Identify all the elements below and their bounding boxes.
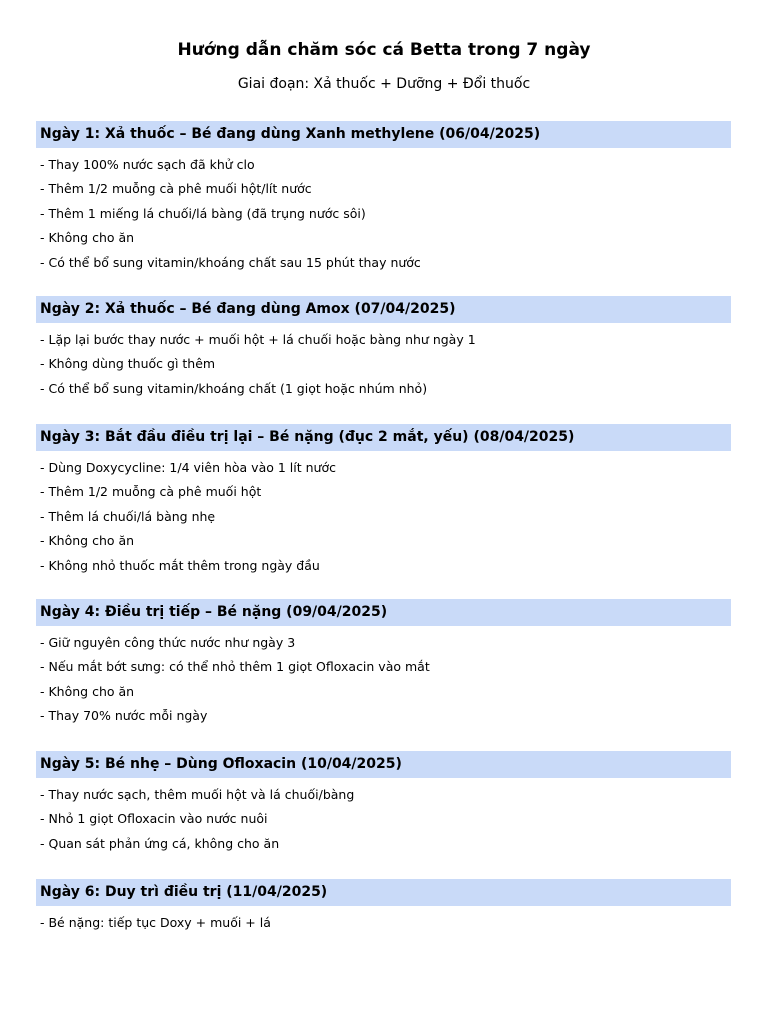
section-day-6 <box>36 879 731 935</box>
list-item: - Không nhỏ thuốc mắt thêm trong ngày đầu <box>40 557 320 573</box>
list-item: - Thêm 1/2 muỗng cà phê muối hột/lít nước <box>40 181 312 197</box>
list-item: - Bé nặng: tiếp tục Doxy + muối + lá <box>40 915 271 930</box>
item-list-day-4 <box>36 626 731 729</box>
list-item: - Thêm 1 miếng lá chuối/lá bàng (đã trụng nước sôi) <box>40 205 366 221</box>
list-item: - Không cho ăn <box>40 230 135 246</box>
item-list-day-5 <box>36 778 731 856</box>
list-item: - Nếu mắt bớt sưng: có thể nhỏ thêm 1 giọt Ofloxacin vào mắt <box>40 659 430 675</box>
document-title: Hướng dẫn chăm sóc cá Betta trong 7 ngày <box>177 40 591 60</box>
list-item: - Thay nước sạch, thêm muối hột và lá chuối/bàng <box>40 787 355 802</box>
list-item: - Quan sát phản ứng cá, không cho ăn <box>40 835 280 851</box>
list-item: - Không dùng thuốc gì thêm <box>40 356 216 372</box>
list-item: - Giữ nguyên công thức nước như ngày 3 <box>40 635 296 650</box>
section-day-5 <box>36 751 731 856</box>
section-header-day-1: Ngày 1: Xả thuốc – Bé đang dùng Xanh methylene (06/04/2025) <box>36 121 731 148</box>
section-day-4 <box>36 599 731 729</box>
section-day-3 <box>36 424 731 578</box>
list-item: - Thay 70% nước mỗi ngày <box>40 708 208 724</box>
item-list-day-6 <box>36 906 731 935</box>
document-subtitle: Giai đoạn: Xả thuốc + Dưỡng + Đổi thuốc <box>237 76 531 92</box>
section-day-1 <box>36 121 731 275</box>
item-list-day-1 <box>36 148 731 275</box>
item-list-day-2 <box>36 323 731 401</box>
list-item: - Thay 100% nước sạch đã khử clo <box>40 157 255 172</box>
item-list-day-3 <box>36 451 731 578</box>
section-header-day-3: Ngày 3: Bắt đầu điều trị lại – Bé nặng (đục 2 mắt, yếu) (08/04/2025) <box>36 424 731 451</box>
section-header-day-5: Ngày 5: Bé nhẹ – Dùng Ofloxacin (10/04/2025) <box>36 751 731 778</box>
list-item: - Không cho ăn <box>40 683 135 699</box>
list-item: - Lặp lại bước thay nước + muối hột + lá chuối hoặc bàng như ngày 1 <box>40 332 476 347</box>
list-item: - Thêm 1/2 muỗng cà phê muối hột <box>40 484 262 500</box>
section-header-day-2: Ngày 2: Xả thuốc – Bé đang dùng Amox (07/04/2025) <box>36 296 731 323</box>
list-item: - Thêm lá chuối/lá bàng nhẹ <box>40 508 216 524</box>
list-item: - Có thể bổ sung vitamin/khoáng chất (1 giọt hoặc nhúm nhỏ) <box>40 380 428 396</box>
section-header-day-6: Ngày 6: Duy trì điều trị (11/04/2025) <box>36 879 731 906</box>
section-header-day-4: Ngày 4: Điều trị tiếp – Bé nặng (09/04/2025) <box>36 599 731 626</box>
list-item: - Không cho ăn <box>40 533 135 549</box>
section-day-2 <box>36 296 731 401</box>
list-item: - Có thể bổ sung vitamin/khoáng chất sau 15 phút thay nước <box>40 254 421 270</box>
list-item: - Nhỏ 1 giọt Ofloxacin vào nước nuôi <box>40 811 268 827</box>
list-item: - Dùng Doxycycline: 1/4 viên hòa vào 1 lít nước <box>40 460 336 475</box>
